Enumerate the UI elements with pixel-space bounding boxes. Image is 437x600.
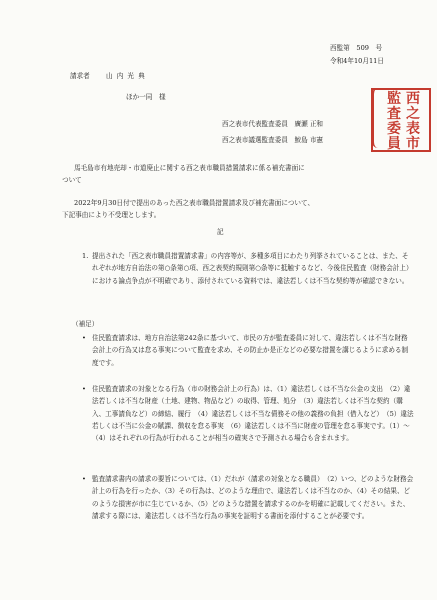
bullet-marker: • bbox=[82, 334, 86, 342]
intro-line-2: 下記事由により不受理とします。 bbox=[62, 211, 161, 219]
bullet-marker: • bbox=[82, 385, 86, 393]
seal-char: 員 bbox=[387, 136, 401, 152]
item-1-text: 提出された「西之表市職員措置請求書」の内容等が、多種多項目にわたり列挙されていることは、また、それぞれが地方自治法の第○条第○項、西之表契約規則第○条等に抵触するなど、今後住民監査（財務会計上）における論点争点が不明確であり、添付されている資料では、違法若しくは不当な契約等が確認できない。 bbox=[92, 252, 410, 285]
seal-char: 西 bbox=[406, 91, 420, 107]
bullet-3: 監査請求書内の請求の要旨については、（1）だれが（請求の対象となる職員） （2）いつ、どのような財務会計上の行為を行ったか、（3）その行為は、どのような理由で、違法若しくは不当なのか、（4）その結果、どのような損害が市に生じているか、（5）どのような措置を請求するのかを明確に記載してください。また、請求する際には、違法若しくは不当な行為の事実を証明する書面を添付することが必要です。 bbox=[92, 475, 414, 520]
sender-2: 西之表市議選監査委員 鮫島 市憲 bbox=[222, 136, 324, 144]
sender-1: 西之表市代表監査委員 廣瀬 正和 bbox=[222, 120, 324, 128]
bullet-marker: • bbox=[82, 475, 86, 483]
recipient-name: 山 内 光 典 bbox=[106, 72, 146, 80]
seal-char: 表 bbox=[406, 121, 420, 137]
supplement-label: （補足） bbox=[72, 320, 99, 328]
bullet-1: 住民監査請求は、地方自治法第242条に基づいて、市民の方が監査委員に対して、違法若しくは不当な財務会計上の行為又は怠る事実について監査を求め、その防止か是正などの必要な措置を講じるように求める制度です。 bbox=[92, 334, 409, 367]
seal-char: 監 bbox=[387, 91, 401, 107]
item-1-number: 1. bbox=[82, 252, 89, 260]
document-date: 令和4年10月11日 bbox=[330, 57, 384, 65]
title-line-2: ついて bbox=[62, 176, 82, 184]
seal-char: 査 bbox=[387, 106, 401, 122]
recipient-others: ほか一同 様 bbox=[126, 93, 166, 101]
official-seal bbox=[371, 88, 431, 152]
intro-line-1: 2022年9月30日付で提出のあった西之表市職員措置請求及び補充書面について、 bbox=[74, 199, 315, 207]
seal-char: 委 bbox=[387, 121, 401, 137]
title-line-1: 馬毛島市有地売却・市道廃止に関する西之表市職員措置請求に係る補充書面に bbox=[74, 164, 305, 172]
recipient-label: 請求者 bbox=[70, 72, 90, 80]
seal-char: 市 bbox=[406, 136, 420, 152]
ki-heading: 記 bbox=[217, 228, 224, 236]
seal-char: 之 bbox=[406, 106, 420, 122]
document-number: 西監第 509 号 bbox=[330, 44, 383, 52]
bullet-2: 住民監査請求の対象となる行為（市の財務会計上の行為）は、（1）違法若しくは不当な公金の支出 （2）違法若しくは不当な財産（土地、建物、物品など）の取得、管理、処分 （3）違法若しくは不当な契約（購入、工事請負など）の締結、履行 （4）違法若しくは不当な債務その他の義務の負担（借入など） （5）違法若しくは不当に公金の賦課、徴収を怠る事実 （6）違法若しくは不当に財産の管理を怠る事実です。（1）～（4）はそれぞれの行為が行われることが相当の確実さで予測される場合も含まれます。 bbox=[92, 385, 414, 443]
